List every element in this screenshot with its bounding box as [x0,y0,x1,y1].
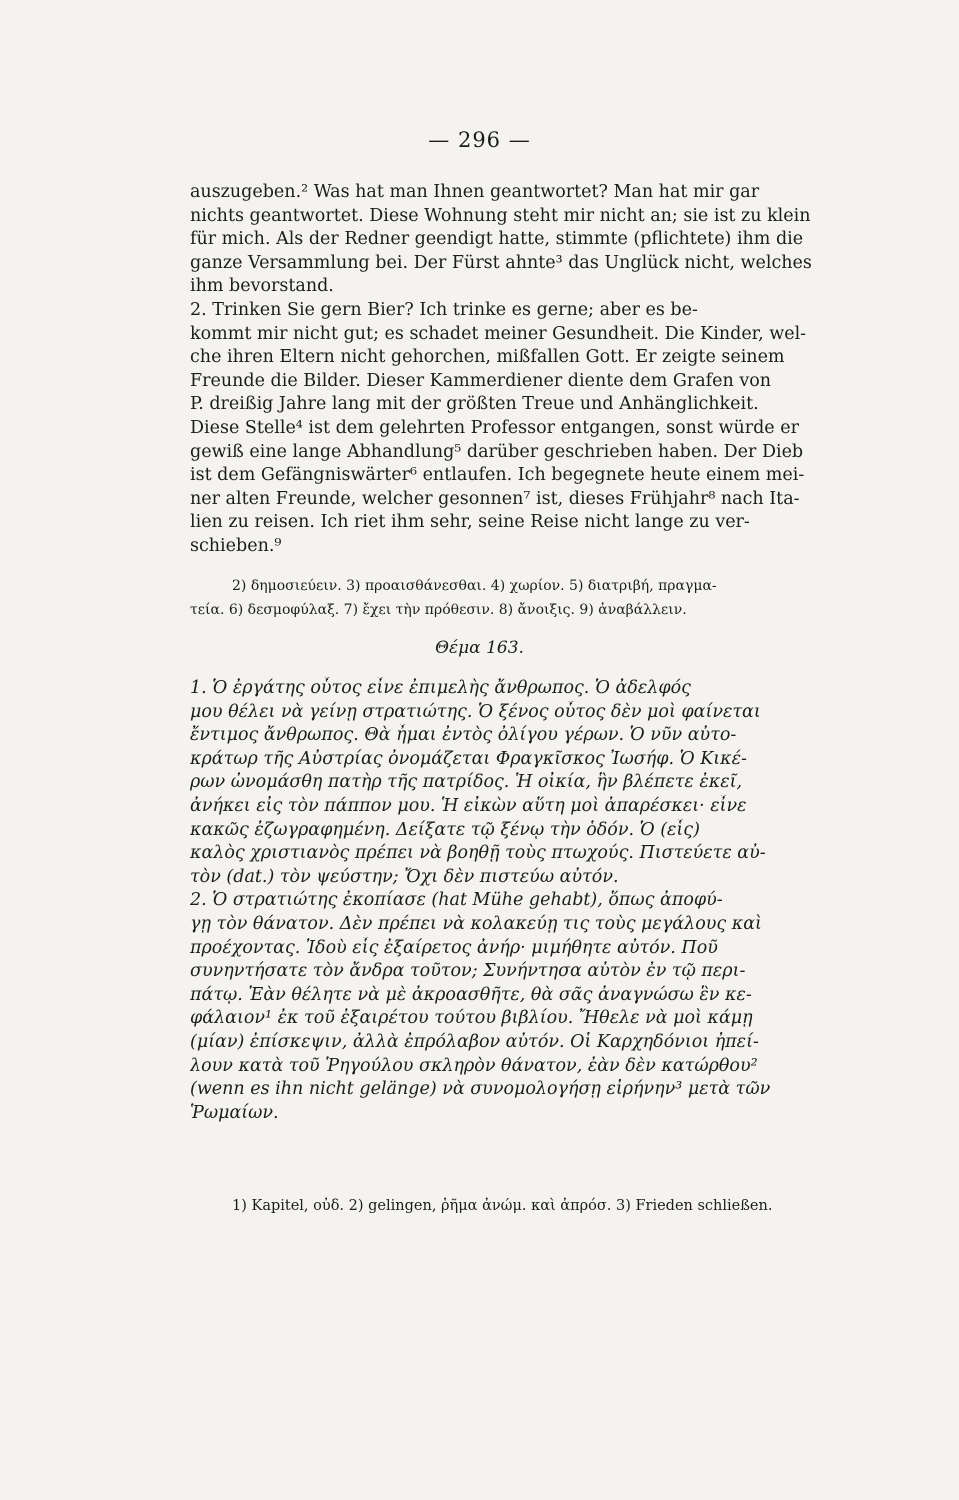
text-line: auszugeben.² Was hat man Ihnen geantwortet? Man hat mir gar [190,182,760,202]
text-line: ihm bevorstand. [190,276,334,297]
footnotes-greek: 1) Kapitel, οὐδ. 2) gelingen, ῥῆμα ἀνώμ. καὶ ἀπρόσ. 3) Frieden schließen. [232,1198,773,1214]
text-line: lien zu reisen. Ich riet ihm sehr, seine Reise nicht lange zu ver- [190,512,750,533]
text-line: 2. Ὁ στρατιώτης ἐκοπίασε (hat Mühe gehabt), ὅπως ἀποφύ- [190,890,723,911]
text-line: schieben.⁹ [190,535,282,556]
text-line: gewiß eine lange Abhandlung⁵ darüber geschrieben haben. Der Dieb [190,441,804,462]
footnote-line: τεία. 6) δεσμοφύλαξ. 7) ἔχει τὴν πρόθεσιν. 8) ἄνοιξις. 9) ἀναβάλλειν. [190,602,687,618]
text-line: μου θέλει νὰ γείνῃ στρατιώτης. Ὁ ξένος οὗτος δὲν μοὶ φαίνεται [190,701,761,722]
text-line: προέχοντας. Ἰδοὺ εἷς ἐξαίρετος ἀνήρ· μιμήθητε αὐτόν. Ποῦ [190,937,718,958]
german-exercise-text [190,181,825,559]
text-line: Ῥωμαίων. [190,1102,279,1123]
text-line: ἔντιμος ἄνθρωπος. Θὰ ἦμαι ἐντὸς ὀλίγου γέρων. Ὁ νῦν αὐτο- [190,725,737,746]
text-line: ρων ὠνομάσθη πατὴρ τῆς πατρίδος. Ἡ οἰκία, ἣν βλέπετε ἐκεῖ, [190,772,743,793]
text-line: (μίαν) ἐπίσκεψιν, ἀλλὰ ἐπρόλαβον αὐτόν. Οἱ Καρχηδόνιοι ἠπεί- [190,1031,759,1052]
text-line: ner alten Freunde, welcher gesonnen⁷ ist, dieses Frühjahr⁸ nach Ita- [190,488,800,509]
text-line: 2. Trinken Sie gern Bier? Ich trinke es gerne; aber es be- [190,299,698,320]
text-line: Diese Stelle⁴ ist dem gelehrten Professor entgangen, sonst würde er [190,417,799,438]
text-line: λουν κατὰ τοῦ Ῥηγούλου σκληρὸν θάνατον, ἐὰν δὲν κατώρθου² [190,1055,758,1076]
text-line: ἀνήκει εἰς τὸν πάππον μου. Ἡ εἰκὼν αὕτη μοὶ ἀπαρέσκει· εἶνε [190,795,747,816]
text-line: γῃ τὸν θάνατον. Δὲν πρέπει νὰ κολακεύῃ τις τοὺς μεγάλους καὶ [190,913,762,934]
text-line: (wenn es ihn nicht gelänge) νὰ συνομολογήσῃ εἰρήνην³ μετὰ τῶν [190,1079,771,1100]
greek-exercise-text [190,677,825,1125]
text-line: τὸν (dat.) τὸν ψεύστην; Ὄχι δὲν πιστεύω αὐτόν. [190,866,619,887]
text-line: συνηντήσατε τὸν ἄνδρα τοῦτον; Συνήντησα αὐτὸν ἐν τῷ περι- [190,961,746,982]
text-line: nichts geantwortet. Diese Wohnung steht mir nicht an; sie ist zu klein [190,205,811,226]
footnotes-german [190,574,832,622]
text-line: κράτωρ τῆς Αὐστρίας ὀνομάζεται Φραγκῖσκος Ἰωσήφ. Ὁ Κικέ- [190,748,747,769]
text-line: καλὸς χριστιανὸς πρέπει νὰ βοηθῇ τοὺς πτωχούς. Πιστεύετε αὐ- [190,843,766,864]
page-number: — 296 — [428,128,531,152]
text-line: κακῶς ἐζωγραφημένη. Δείξατε τῷ ξένῳ τὴν ὁδόν. Ὁ (εἷς) [190,819,700,840]
text-line: φάλαιον¹ ἐκ τοῦ ἐξαιρέτου τούτου βιβλίου. Ἤθελε νὰ μοὶ κάμῃ [190,1008,753,1029]
text-line: che ihren Eltern nicht gehorchen, mißfallen Gott. Er zeigte seinem [190,347,785,368]
text-line: ist dem Gefängniswärter⁶ entlaufen. Ich begegnete heute einem mei- [190,465,805,486]
text-line: Freunde die Bilder. Dieser Kammerdiener diente dem Grafen von [190,370,772,391]
text-line: 1. Ὁ ἐργάτης οὗτος εἶνε ἐπιμελὴς ἄνθρωπος. Ὁ ἀδελφός [190,678,691,698]
text-line: für mich. Als der Redner geendigt hatte, stimmte (pflichtete) ihm die [190,229,804,250]
text-line: P. dreißig Jahre lang mit der größten Treue und Anhänglichkeit. [190,394,759,415]
text-line: kommt mir nicht gut; es schadet meiner Gesundheit. Die Kinder, wel- [190,323,807,344]
footnote-line: 2) δημοσιεύειν. 3) προαισθάνεσθαι. 4) χωρίον. 5) διατριβή, πραγμα- [232,578,717,594]
text-line: ganze Versammlung bei. Der Fürst ahnte³ das Unglück nicht, welches [190,252,812,273]
exercise-title: Θέμα 163. [435,638,524,658]
text-line: πάτῳ. Ἐὰν θέλητε νὰ μὲ ἀκροασθῆτε, θὰ σᾶς ἀναγνώσω ἓν κε- [190,984,752,1005]
